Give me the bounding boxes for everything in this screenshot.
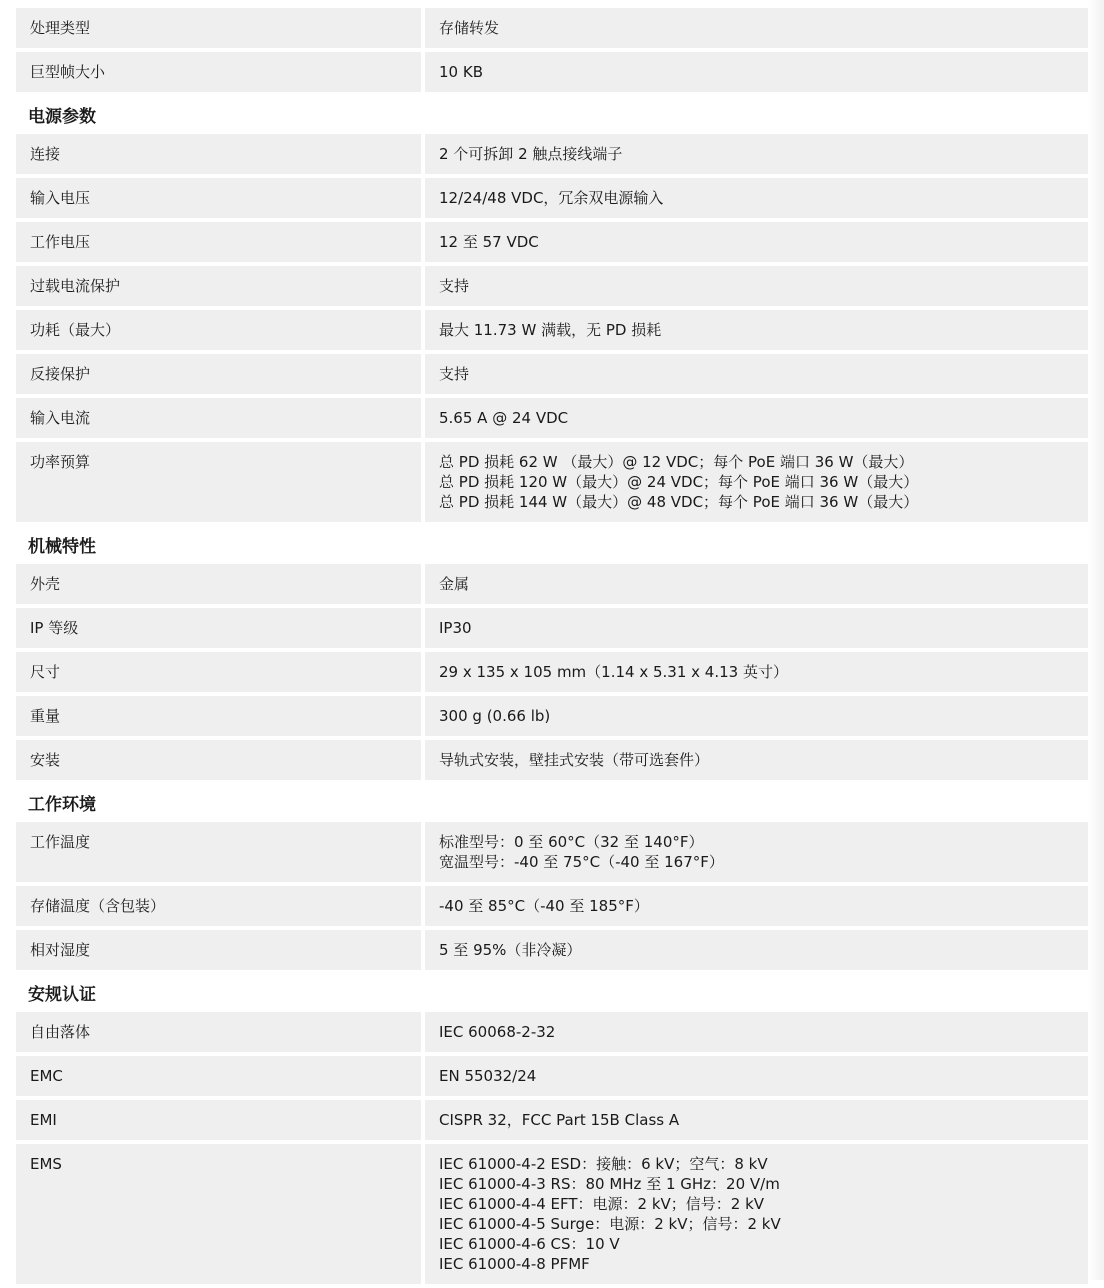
spec-row [16, 564, 1088, 604]
spec-key: 尺寸 [16, 652, 421, 692]
spec-key: 重量 [16, 696, 421, 736]
spec-value-line: IEC 61000-4-5 Surge：电源：2 kV；信号：2 kV [439, 1215, 781, 1233]
spec-row [16, 222, 1088, 262]
spec-value [425, 310, 1088, 350]
spec-row [16, 134, 1088, 174]
spec-value [425, 930, 1088, 970]
spec-value-line: CISPR 32，FCC Part 15B Class A [439, 1111, 680, 1129]
spec-row [16, 930, 1088, 970]
spec-value-line: 29 x 135 x 105 mm（1.14 x 5.31 x 4.13 英寸） [439, 663, 788, 681]
spec-value-line: IEC 61000-4-2 ESD：接触：6 kV；空气：8 kV [439, 1155, 768, 1173]
spec-value-line: IP30 [439, 619, 472, 637]
spec-value-line: 标准型号：0 至 60°C（32 至 140°F） [439, 833, 704, 851]
spec-row [16, 652, 1088, 692]
spec-value-line: 支持 [439, 365, 470, 383]
spec-row [16, 1012, 1088, 1052]
spec-row [16, 310, 1088, 350]
spec-value-line: 支持 [439, 277, 470, 295]
spec-value-line: IEC 61000-4-4 EFT：电源：2 kV；信号：2 kV [439, 1195, 765, 1213]
spec-row [16, 822, 1088, 882]
spec-key: 功耗（最大） [16, 310, 421, 350]
spec-value [425, 1056, 1088, 1096]
spec-value [425, 442, 1088, 522]
spec-value-line: 5 至 95%（非冷凝） [439, 941, 582, 959]
spec-row [16, 1100, 1088, 1140]
spec-value [425, 652, 1088, 692]
spec-key: 功率预算 [16, 442, 421, 522]
spec-value-line: IEC 61000-4-3 RS：80 MHz 至 1 GHz：20 V/m [439, 1175, 780, 1193]
spec-value [425, 354, 1088, 394]
spec-row [16, 266, 1088, 306]
spec-value-line: 总 PD 损耗 144 W（最大）@ 48 VDC；每个 PoE 端口 36 W（最大） [439, 493, 919, 511]
spec-row [16, 740, 1088, 780]
section-title: 工作环境 [28, 795, 96, 815]
spec-row [16, 886, 1088, 926]
spec-value-line: IEC 61000-4-8 PFMF [439, 1255, 590, 1273]
spec-value [425, 822, 1088, 882]
spec-key: EMI [16, 1100, 421, 1140]
spec-value-line: 金属 [439, 575, 470, 593]
spec-row [16, 696, 1088, 736]
spec-key: 连接 [16, 134, 421, 174]
spec-value-line: IEC 61000-4-6 CS：10 V [439, 1235, 620, 1253]
spec-row [16, 52, 1088, 92]
section-title: 机械特性 [28, 537, 96, 557]
spec-table [16, 8, 1088, 1288]
spec-row [16, 1056, 1088, 1096]
spec-value [425, 222, 1088, 262]
spec-key: 安装 [16, 740, 421, 780]
spec-row [16, 8, 1088, 48]
spec-row [16, 608, 1088, 648]
spec-value-line: 12/24/48 VDC，冗余双电源输入 [439, 189, 664, 207]
spec-row [16, 1144, 1088, 1284]
spec-value-line: 宽温型号：-40 至 75°C（-40 至 167°F） [439, 853, 724, 871]
spec-key: 处理类型 [16, 8, 421, 48]
spec-key: IP 等级 [16, 608, 421, 648]
spec-value [425, 564, 1088, 604]
spec-key: 自由落体 [16, 1012, 421, 1052]
spec-value [425, 740, 1088, 780]
spec-key: EMC [16, 1056, 421, 1096]
spec-value [425, 398, 1088, 438]
spec-value [425, 608, 1088, 648]
spec-value-line: 300 g (0.66 lb) [439, 707, 551, 725]
spec-value-line: 最大 11.73 W 满载，无 PD 损耗 [439, 321, 662, 339]
spec-value [425, 886, 1088, 926]
spec-value-line: 10 KB [439, 63, 483, 81]
spec-key: 存储温度（含包装） [16, 886, 421, 926]
spec-key: 过载电流保护 [16, 266, 421, 306]
spec-value [425, 266, 1088, 306]
spec-key: 输入电流 [16, 398, 421, 438]
spec-value-line: 总 PD 损耗 120 W（最大）@ 24 VDC；每个 PoE 端口 36 W（最大） [439, 473, 919, 491]
spec-value-line: -40 至 85°C（-40 至 185°F） [439, 897, 649, 915]
spec-value [425, 1144, 1088, 1284]
spec-value [425, 1012, 1088, 1052]
section-title: 安规认证 [28, 985, 96, 1005]
spec-value [425, 134, 1088, 174]
spec-value-line: 导轨式安装，壁挂式安装（带可选套件） [439, 751, 710, 769]
spec-value-line: EN 55032/24 [439, 1067, 537, 1085]
spec-value-line: 5.65 A @ 24 VDC [439, 409, 569, 427]
spec-value [425, 52, 1088, 92]
spec-value [425, 8, 1088, 48]
spec-key: 输入电压 [16, 178, 421, 218]
spec-value-line: 12 至 57 VDC [439, 233, 539, 251]
spec-value [425, 696, 1088, 736]
spec-key: 工作温度 [16, 822, 421, 882]
spec-value-line: 2 个可拆卸 2 触点接线端子 [439, 145, 623, 163]
spec-key: 工作电压 [16, 222, 421, 262]
spec-value-line: IEC 60068-2-32 [439, 1023, 556, 1041]
spec-row [16, 354, 1088, 394]
spec-key: 巨型帧大小 [16, 52, 421, 92]
spec-value-line: 总 PD 损耗 62 W （最大）@ 12 VDC；每个 PoE 端口 36 W（最大） [439, 453, 914, 471]
page-edge-shadow [1088, 0, 1104, 1280]
spec-value-line: 存储转发 [439, 19, 500, 37]
spec-value [425, 178, 1088, 218]
spec-key: 反接保护 [16, 354, 421, 394]
spec-key: EMS [16, 1144, 421, 1284]
spec-key: 外壳 [16, 564, 421, 604]
spec-row [16, 178, 1088, 218]
spec-row [16, 398, 1088, 438]
section-title: 电源参数 [28, 107, 96, 127]
spec-row [16, 442, 1088, 522]
spec-value [425, 1100, 1088, 1140]
spec-key: 相对湿度 [16, 930, 421, 970]
